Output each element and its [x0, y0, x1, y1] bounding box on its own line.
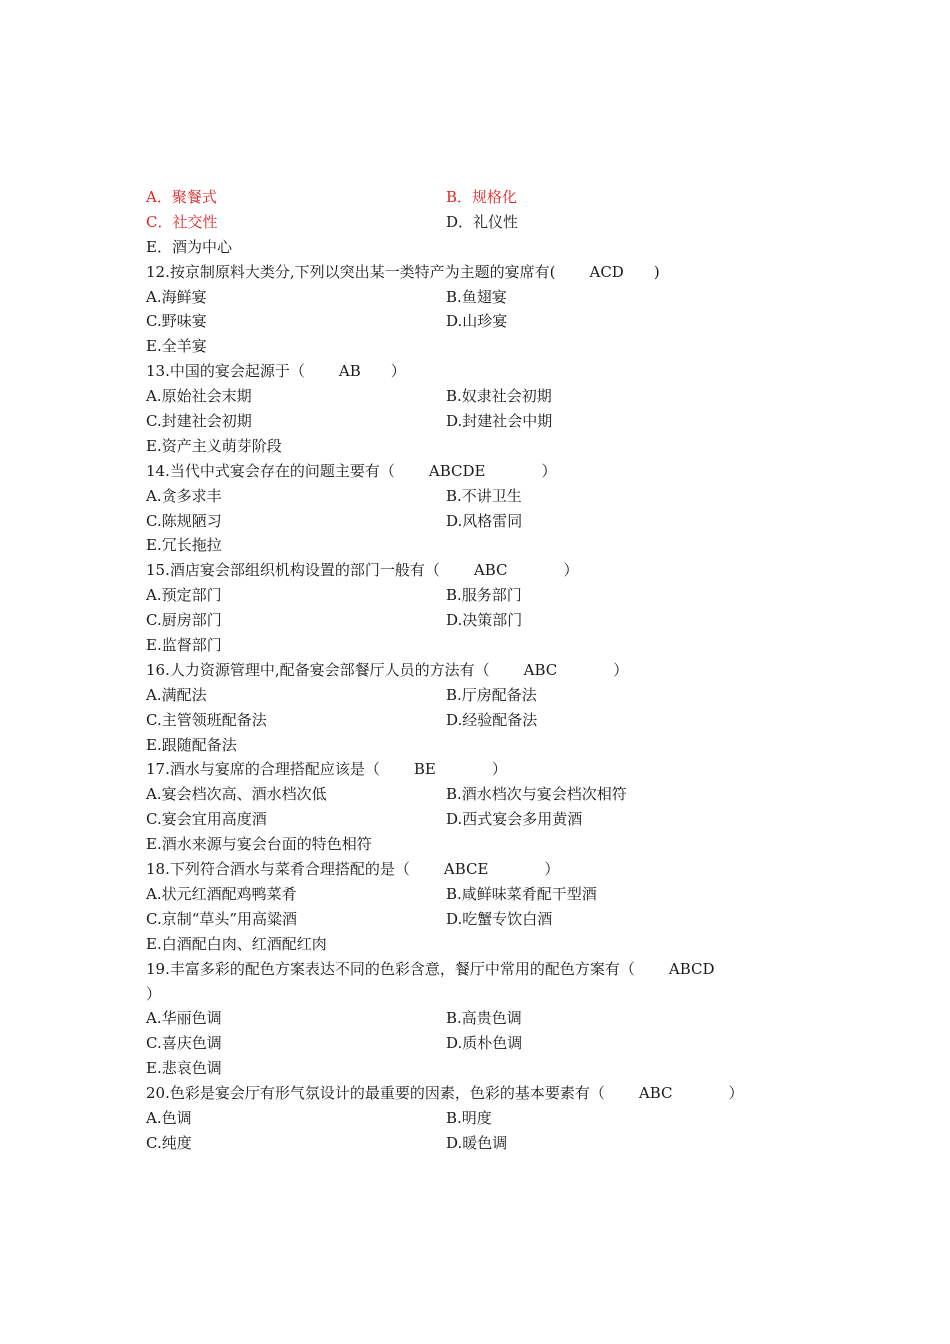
option-d: D．礼仪性: [446, 212, 519, 231]
option-row: [146, 1006, 846, 1031]
option-b: B.明度: [446, 1108, 492, 1127]
option-row: [146, 1056, 846, 1081]
option-e: E.资产主义萌芽阶段: [146, 436, 282, 455]
question-text: 20.色彩是宴会厅有形气氛设计的最重要的因素，色彩的基本要素有（: [146, 1084, 605, 1103]
question-stem: [146, 957, 846, 982]
question-text: 18.下列符合酒水与菜肴合理搭配的是（: [146, 860, 410, 879]
answer-close: ）: [146, 984, 162, 1003]
option-row: [146, 533, 846, 558]
option-d: D.封建社会中期: [446, 412, 553, 431]
question-stem: [146, 757, 846, 782]
option-e: E.白酒配白肉、红酒配红肉: [146, 934, 327, 953]
question-text: 17.酒水与宴席的合理搭配应该是（: [146, 760, 380, 779]
option-row: [146, 484, 846, 509]
question-stem: [146, 658, 846, 683]
option-c: C.主管领班配备法: [146, 710, 267, 729]
question-text: 13.中国的宴会起源于（: [146, 362, 305, 381]
answer-close: ）: [563, 561, 579, 580]
answer: ABCDE: [428, 461, 486, 480]
option-e: E.悲哀色调: [146, 1059, 222, 1078]
answer-close: ）: [728, 1084, 744, 1103]
option-b: B．规格化: [446, 188, 518, 206]
option-row: [146, 185, 846, 210]
option-e: E.跟随配备法: [146, 735, 237, 754]
option-c: C.喜庆色调: [146, 1034, 222, 1053]
option-c: C.纯度: [146, 1133, 192, 1152]
option-a: A.海鲜宴: [146, 287, 207, 306]
answer-close: ）: [544, 860, 560, 879]
answer: AB: [338, 362, 361, 381]
option-a: A.宴会档次高、酒水档次低: [146, 785, 327, 804]
question-stem: [146, 459, 846, 484]
option-e: E.监督部门: [146, 636, 222, 655]
option-row: [146, 509, 846, 534]
option-row: [146, 1106, 846, 1131]
option-e: E.全羊宴: [146, 337, 207, 356]
option-c: C.封建社会初期: [146, 412, 252, 431]
option-c: C.陈规陋习: [146, 511, 222, 530]
answer: ABCD: [668, 959, 715, 978]
option-b: B.不讲卫生: [446, 486, 522, 505]
document-page: [146, 185, 846, 1156]
option-row: [146, 882, 846, 907]
option-row: [146, 608, 846, 633]
question-text: 14.当代中式宴会存在的问题主要有（: [146, 461, 395, 480]
option-row: [146, 235, 846, 260]
option-b: B.厅房配备法: [446, 685, 537, 704]
option-d: D.西式宴会多用黄酒: [446, 810, 583, 829]
answer-close: ）: [491, 760, 507, 779]
option-d: D.决策部门: [446, 611, 523, 630]
option-c: C.野味宴: [146, 312, 207, 331]
option-b: B.咸鲜味菜肴配干型酒: [446, 884, 597, 903]
option-c: C.宴会宜用高度酒: [146, 810, 267, 829]
question-stem: [146, 260, 846, 285]
option-c: C.厨房部门: [146, 611, 222, 630]
option-b: B.高贵色调: [446, 1009, 522, 1028]
option-row: [146, 832, 846, 857]
answer: ACD: [589, 262, 624, 281]
option-a: A.预定部门: [146, 586, 222, 605]
question-stem-continued: [146, 982, 846, 1007]
question-text: 15.酒店宴会部组织机构设置的部门一般有（: [146, 561, 440, 580]
question-stem: [146, 359, 846, 384]
answer-close: ）: [613, 660, 629, 679]
option-row: [146, 583, 846, 608]
option-d: D.质朴色调: [446, 1034, 523, 1053]
option-row: [146, 1031, 846, 1056]
option-row: [146, 1131, 846, 1156]
option-a: A.贪多求丰: [146, 486, 222, 505]
option-row: [146, 782, 846, 807]
option-e: E．酒为中心: [146, 237, 232, 256]
option-row: [146, 633, 846, 658]
option-row: [146, 708, 846, 733]
question-text: 16.人力资源管理中,配备宴会部餐厅人员的方法有（: [146, 660, 490, 679]
option-d: D.风格雷同: [446, 511, 523, 530]
option-d: D.山珍宴: [446, 312, 508, 331]
answer-close: ）: [541, 461, 557, 480]
option-a: A．聚餐式: [146, 188, 217, 206]
question-stem: [146, 558, 846, 583]
option-b: B.鱼翅宴: [446, 287, 507, 306]
option-row: [146, 309, 846, 334]
answer: ABC: [473, 561, 508, 580]
question-text: 12.按京制原料大类分,下列以突出某一类特产为主题的宴席有(: [146, 262, 556, 281]
option-b: B.奴隶社会初期: [446, 387, 552, 406]
option-row: [146, 807, 846, 832]
option-d: D.暖色调: [446, 1133, 508, 1152]
answer-close: ): [653, 262, 660, 281]
option-row: [146, 210, 846, 235]
option-a: A.状元红酒配鸡鸭菜肴: [146, 884, 297, 903]
option-a: A.原始社会末期: [146, 387, 252, 406]
answer: ABC: [523, 660, 558, 679]
option-a: A.华丽色调: [146, 1009, 222, 1028]
option-a: A.色调: [146, 1108, 192, 1127]
option-row: [146, 384, 846, 409]
answer: ABCE: [443, 860, 489, 879]
option-row: [146, 409, 846, 434]
option-e: E.酒水来源与宴会台面的特色相符: [146, 835, 372, 854]
option-d: D.经验配备法: [446, 710, 538, 729]
option-row: [146, 932, 846, 957]
option-row: [146, 733, 846, 758]
answer: ABC: [638, 1084, 673, 1103]
option-row: [146, 334, 846, 359]
answer-close: ）: [390, 362, 406, 381]
option-a: A.满配法: [146, 685, 207, 704]
option-row: [146, 285, 846, 310]
answer: BE: [413, 760, 436, 779]
option-row: [146, 907, 846, 932]
option-row: [146, 434, 846, 459]
option-c: C.京制“草头”用高粱酒: [146, 909, 298, 928]
option-row: [146, 683, 846, 708]
option-d: D.吃蟹专饮白酒: [446, 909, 553, 928]
option-c: C．社交性: [146, 212, 218, 231]
question-stem: [146, 1081, 846, 1106]
option-b: B.服务部门: [446, 586, 522, 605]
question-text: 19.丰富多彩的配色方案表达不同的色彩含意，餐厅中常用的配色方案有（: [146, 959, 635, 978]
option-b: B.酒水档次与宴会档次相符: [446, 785, 627, 804]
question-stem: [146, 857, 846, 882]
option-e: E.冗长拖拉: [146, 536, 222, 555]
